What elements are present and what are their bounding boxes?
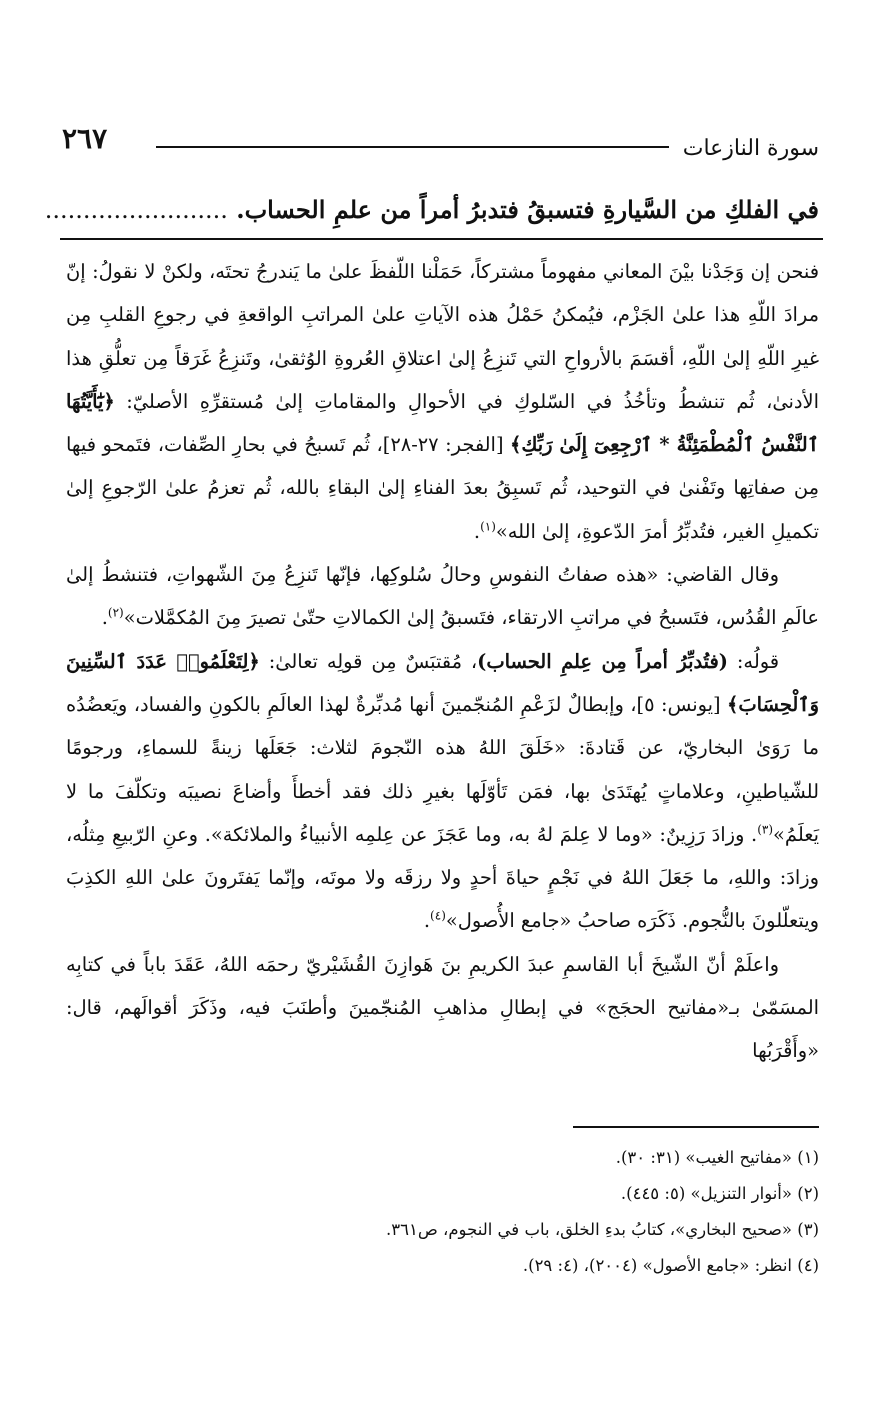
paragraph-3-text-a: قولُه: — [736, 649, 780, 673]
verse-excerpt-dots: ........................ — [44, 196, 228, 224]
header-divider — [156, 146, 669, 148]
paragraph-3-text-d: . وزادَ رَزِينٌ: «وما لا عِلمَ لهُ به، وما عَجَزَ عن عِلمِه الأنبياءُ والملائكة». وعنِ الرّبيعِ مِثلُه، وزادَ: واللهِ، ما جَعَلَ اللهُ في نَجْمٍ حياةَ أحدٍ ولا رزقَه ولا موتَه، وإنّما يَفتَرونَ علىٰ اللهِ الكذِبَ ويتعلّلونَ بالنُّجوم. ذَكَرَه صاحبُ «جامع الأُصول» — [66, 822, 819, 933]
footnote-ref-4[interactable]: (٤) — [430, 908, 446, 923]
commentary-body — [66, 250, 819, 1073]
footnote-ref-3[interactable]: (٣) — [757, 822, 774, 837]
verse-divider — [60, 238, 823, 240]
paragraph-1 — [66, 250, 819, 553]
page-number: ٢٦٧ — [62, 122, 108, 155]
paragraph-1-text-a: فنحن إن وَجَدْنا بيْنَ المعاني مفهوماً مشتركاً، حَمَلْنا اللّفظَ علىٰ ما يَندرجُ تحتَه، ولكنْ لا نقولُ: إنّ مرادَ اللّهِ هذا علىٰ الجَزْم، فيُمكنُ حَمْلُ هذه الآياتِ علىٰ المراتبِ الواقعةِ في رجوعِ القلبِ مِن غيرِ اللّهِ إلىٰ اللّهِ، أقسَمَ بالأرواحِ التي تَنزِعُ إلىٰ اعتلاقِ العُروةِ الوُثقىٰ، وتَنزِعُ غَرَقاً مِن تعلُّقِ هذا الأدنىٰ، ثُم تنشطُ وتأخُذُ في السّلوكِ في الأحوالِ والمقاماتِ إلىٰ مُستقرِّهِ الأصليّ: — [66, 260, 819, 413]
quoted-phrase: (فتُدبِّرُ أمراً مِن عِلمِ الحساب) — [477, 649, 728, 673]
verse-excerpt-text: في الفلكِ من السَّيارةِ فتسبقُ فتدبرُ أمراً من علمِ الحساب. — [236, 195, 819, 224]
quran-quote-yunus: ﴿لِتَعْلَمُوا۟ عَدَدَ ٱلسِّنِينَ وَٱلْحِسَابَ﴾ — [66, 649, 819, 716]
paragraph-1-text-b: [الفجر: ٢٧-٢٨]، ثُم تَسبحُ في بحارِ الصِّفات، فتَمحو فيها مِن صفاتِها وتَفْنىٰ في التوحيد، ثُم تَسبِقُ بعدَ الفناءِ إلىٰ البقاءِ بالله، ثُم تعزمُ علىٰ الرّجوعِ إلىٰ تكميلِ الغير، فتُدبِّرُ أمرَ الدّعوةِ، إلىٰ الله» — [66, 433, 819, 543]
paragraph-3-text-c: [يونس: ٥]، وإبطالٌ لزَعْمِ المُنجّمينَ أنها مُدبِّرةٌ لهذا العالَمِ بالكونِ والفساد، ويَعضُدُه ما رَوَىٰ البخاريّ، عن قَتادةَ: «خَلَقَ اللهُ هذه النّجومَ لثلاث: جَعَلَها زينةً للسماءِ، ورجومًا للشّياطينِ، وعلاماتٍ يُهتَدَىٰ بها، فمَن تَأوّلَها بغيرِ ذلك فقد أخطأَ وأضاعَ نصيبَه وتكلّفَ ما لا يَعلَمُ» — [66, 692, 819, 846]
paragraph-4 — [66, 943, 819, 1073]
paragraph-3 — [66, 640, 819, 943]
footnote-separator — [573, 1126, 819, 1128]
footnote-1: (١) «مفاتيح الغيب» (٣١: ٣٠). — [615, 1148, 819, 1167]
verse-excerpt — [44, 190, 819, 238]
paragraph-3-text-b: ، مُقتبَسٌ مِن قولِه تعالىٰ: — [268, 649, 478, 673]
footnote-ref-1[interactable]: (١) — [480, 519, 496, 534]
running-header — [60, 118, 819, 170]
footnote-2: (٢) «أنوار التنزيل» (٥: ٤٤٥). — [620, 1184, 819, 1203]
paragraph-4-text: واعلَمْ أنّ الشّيخَ أبا القاسمِ عبدَ الكريمِ بنَ هَوازِنَ القُشَيْريّ رحمَه اللهُ، عَقَدَ باباً في كتابِه المسَمّىٰ بـ«مفاتيح الحجَج» في إبطالِ مذاهبِ المُنجّمينَ وأطنَبَ فيه، وذَكَرَ أقوالَهم، قال: «وأَقْرَبُها — [66, 952, 819, 1063]
paragraph-2-text: وقال القاضي: «هذه صفاتُ النفوسِ وحالُ سُلوكِها، فإنّها تَنزِعُ مِنَ الشّهواتِ، فتنشطُ إلىٰ عالَمِ القُدُس، فتَسبحُ في مراتبِ الارتقاء، فتَسبقُ إلىٰ الكمالاتِ حتّىٰ تصيرَ مِنَ المُكمَّلات» — [66, 563, 819, 630]
surah-name: سورة النازعات — [682, 136, 819, 161]
paragraph-3-end: . — [423, 909, 431, 933]
paragraph-2 — [66, 553, 819, 640]
footnotes — [66, 1140, 819, 1284]
footnote-4: (٤) انظر: «جامع الأصول» (٢٠٠٤)، (٤: ٢٩). — [522, 1256, 819, 1275]
paragraph-2-end: . — [101, 606, 108, 630]
footnote-3: (٣) «صحيح البخاري»، كتابُ بدءِ الخلق، باب في النجوم، ص٣٦١. — [385, 1220, 819, 1239]
paragraph-1-end: . — [473, 519, 481, 543]
footnote-ref-2[interactable]: (٢) — [107, 605, 124, 620]
quran-quote-fajr: ﴿يَٰٓأَيَّتُهَا ٱلنَّفْسُ ٱلْمُطْمَئِنَّةُ * ٱرْجِعِىٓ إِلَىٰ رَبِّكِ﴾ — [66, 389, 819, 457]
